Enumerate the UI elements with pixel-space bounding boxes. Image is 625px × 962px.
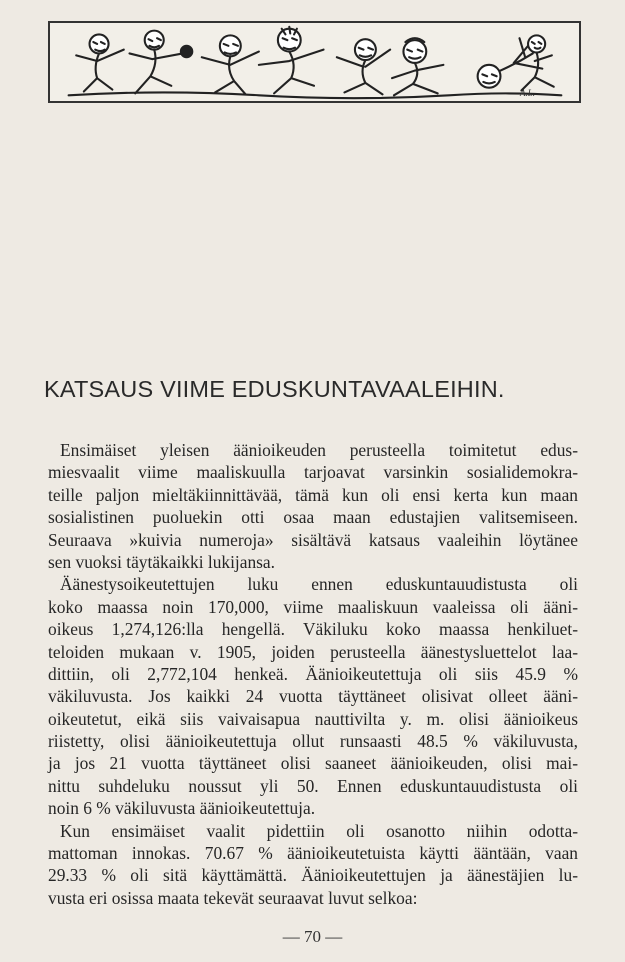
body-line: dittiin, oli 2,772,104 henkeä. Äänioikeutettuja oli siis 45.9 % [48, 663, 578, 684]
body-line: Kun ensimäiset vaalit pidettiin oli osanotto niihin odotta- [60, 820, 578, 841]
body-line: sosialistinen puoluekin otti osaa maan edustajien valitsemiseen. [48, 507, 578, 528]
body-line: riistetty, olisi äänioikeutettuja ollut runsaasti 48.5 % väkiluvusta, [48, 731, 578, 752]
body-line: miesvaalit viime maaliskuulla tarjoavat varsinkin sosialidemokra- [48, 462, 578, 483]
body-line: Äänestysoikeutettujen luku ennen eduskuntauudistusta oli [60, 574, 578, 595]
artist-signature: A.L. [520, 88, 536, 98]
body-line: oikeus 1,274,126:lla hengellä. Väkiluku koko maassa henkiluet- [48, 619, 578, 640]
body-line: 29.33 % oli sitä käyttämättä. Äänioikeutettujen ja äänestäjien lu- [48, 865, 578, 886]
body-line: teloiden mukaan v. 1905, joiden perusteella äänestysluettelot laa- [48, 641, 578, 662]
body-line: ja jos 21 vuotta täyttäneet olisi saaneet äänioikeuden, olisi mai- [48, 753, 578, 774]
page-number: — 70 — [282, 927, 343, 946]
body-line: nittu suhdeluku noussut yli 50. Ennen eduskuntauudistusta oli [48, 775, 578, 796]
body-line: teille paljon mieltäkiinnittävää, tämä kun oli ensi kerta kun maan [48, 484, 578, 505]
article-body [48, 439, 578, 909]
caricature-banner [48, 21, 581, 103]
body-line: Seuraava »kuivia numeroja» sisältävä katsaus vaaleihin löytänee [48, 529, 578, 550]
body-line: noin 6 % väkiluvusta äänioikeutettuja. [48, 798, 316, 819]
body-line: väkiluvusta. Jos kaikki 24 vuotta täyttäneet olisivat olleet ääni- [48, 686, 578, 707]
article-title: KATSAUS VIIME EDUSKUNTAVAALEIHIN. [44, 376, 505, 402]
body-line: Ensimäiset yleisen äänioikeuden perusteella toimitetut edus- [60, 440, 578, 460]
body-line: sen vuoksi täytäkaikki lukijansa. [48, 551, 276, 572]
body-line: koko maassa noin 170,000, viime maaliskuun vaaleissa oli ääni- [48, 596, 578, 617]
body-line: mattoman innokas. 70.67 % äänioikeutetuista käytti ääntään, vaan [48, 843, 578, 864]
body-line: vusta eri osissa maata tekevät seuraavat luvut selkoa: [48, 887, 418, 908]
caricature-illustration [50, 23, 579, 101]
body-line: oikeutetut, eikä siis vaivaisapua nauttivilta y. m. olisi äänioikeus [48, 708, 578, 729]
